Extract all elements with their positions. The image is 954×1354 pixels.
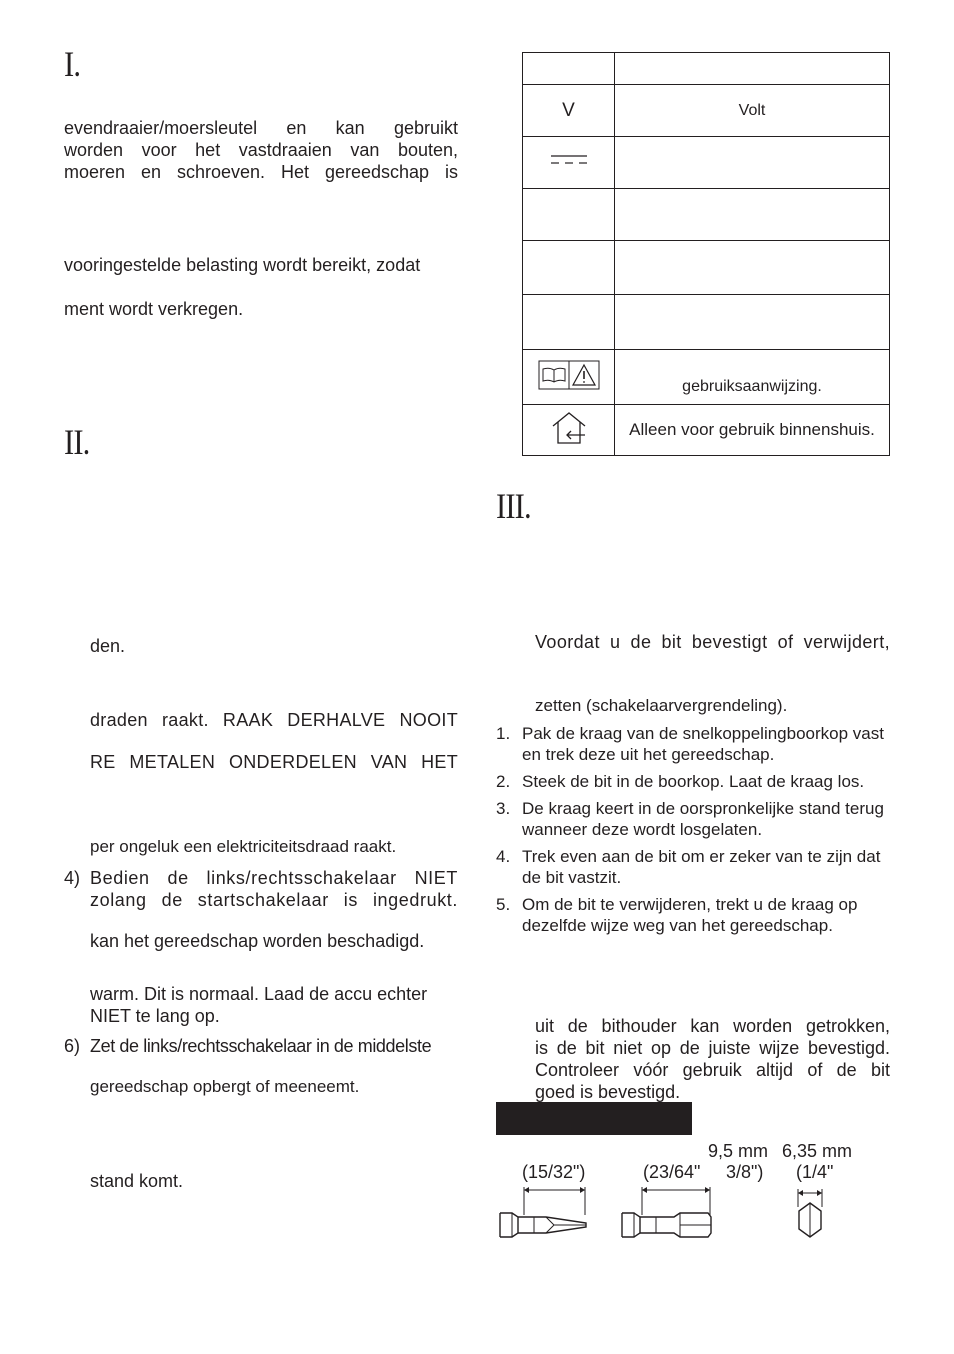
list-item xyxy=(496,798,890,840)
text-line: RE METALEN ONDERDELEN VAN HET xyxy=(90,752,458,772)
text-line: gereedschap opbergt of meeneemt. xyxy=(90,1077,360,1096)
list-number: 4) xyxy=(64,868,81,888)
description-cell xyxy=(615,53,890,85)
text-line: moeren en schroeven. Het gereedschap is xyxy=(64,162,458,182)
table-row xyxy=(523,137,890,189)
hex-bit-drawing xyxy=(618,1185,718,1245)
description-cell xyxy=(615,137,890,189)
dimension-label: (23/64" xyxy=(643,1162,701,1182)
description-cell: gebruiksaanwijzing. xyxy=(615,350,890,405)
text-line: NIET te lang op. xyxy=(90,1006,220,1026)
symbol-cell xyxy=(523,295,615,350)
list-item xyxy=(496,894,890,936)
read-manual-warning-icon xyxy=(538,360,600,390)
symbol-cell xyxy=(523,53,615,85)
text-line: warm. Dit is normaal. Laad de accu echter xyxy=(90,984,428,1004)
note-paragraph xyxy=(535,1015,890,1103)
text-line: stand komt. xyxy=(90,1171,184,1191)
table-row xyxy=(523,350,890,405)
list-item xyxy=(64,867,458,911)
symbol-cell xyxy=(523,405,615,456)
text-line: Zet de links/rechtsschakelaar in de middelste xyxy=(90,1036,432,1056)
text-line: den. xyxy=(90,636,126,656)
table-row xyxy=(523,241,890,295)
list-item xyxy=(496,723,890,765)
indoor-use-house-icon xyxy=(549,410,589,446)
list-text: Om de bit te verwijderen, trekt u de kraag op dezelfde wijze weg van het gereedschap. xyxy=(522,895,858,935)
hex-end-drawing xyxy=(790,1185,830,1245)
list-text: Trek even aan de bit om er zeker van te zijn dat de bit vastzit. xyxy=(522,847,881,887)
text-line: draden raakt. RAAK DERHALVE NOOIT xyxy=(90,710,458,730)
symbols-table xyxy=(522,52,890,456)
text-line: worden voor het vastdraaien van bouten, xyxy=(64,140,458,160)
text-line: ment wordt verkregen. xyxy=(64,299,244,319)
list-item xyxy=(496,846,890,888)
text-line: Voordat u de bit bevestigt of verwijdert, xyxy=(535,632,890,652)
text-line: per ongeluk een elektriciteitsdraad raakt. xyxy=(90,837,397,856)
dimension-label: 3/8") xyxy=(726,1162,764,1182)
list-number: 5. xyxy=(496,895,511,914)
symbol-cell xyxy=(523,137,615,189)
list-number: 2. xyxy=(496,772,511,791)
description-cell xyxy=(615,241,890,295)
dimension-label: (1/4" xyxy=(796,1162,834,1182)
list-number: 3. xyxy=(496,799,511,818)
list-item xyxy=(64,1035,458,1057)
dimension-label: 6,35 mm xyxy=(782,1141,853,1161)
text-line: evendraaier/moersleutel en kan gebruikt xyxy=(64,118,458,138)
description-cell xyxy=(615,295,890,350)
list-number: 6) xyxy=(64,1036,81,1056)
text-line: zolang de startschakelaar is ingedrukt. xyxy=(90,890,458,910)
steps-list xyxy=(496,723,890,942)
section-header-bar xyxy=(496,1102,692,1135)
section-3-numeral: III. xyxy=(496,486,531,526)
text-line: Bedien de links/rechtsschakelaar NIET xyxy=(90,868,458,888)
text-line: Controleer vóór gebruik altijd of de bit xyxy=(535,1060,890,1080)
text-line: is de bit niet op de juiste wijze bevestigd. xyxy=(535,1038,890,1058)
section-1-numeral: I. xyxy=(64,44,81,84)
section-1-paragraph xyxy=(64,117,458,183)
text-line: vooringestelde belasting wordt bereikt, zodat xyxy=(64,255,421,275)
list-text: Pak de kraag van de snelkoppelingboorkop vast en trek deze uit het gereedschap. xyxy=(522,724,884,764)
dc-symbol-icon xyxy=(549,150,589,170)
symbol-cell xyxy=(523,241,615,295)
section-2-numeral: II. xyxy=(64,422,90,462)
phillips-bit-drawing xyxy=(496,1185,596,1245)
table-row xyxy=(523,53,890,85)
text-line: zetten (schakelaarvergrendeling). xyxy=(535,696,788,715)
volt-symbol: V xyxy=(523,85,615,137)
list-item xyxy=(496,771,890,792)
dimension-label: 9,5 mm xyxy=(708,1141,769,1161)
table-row xyxy=(523,189,890,241)
list-number: 1. xyxy=(496,724,511,743)
table-row xyxy=(523,405,890,456)
description-cell: Alleen voor gebruik binnenshuis. xyxy=(615,405,890,456)
symbol-cell xyxy=(523,350,615,405)
list-text: De kraag keert in de oorspronkelijke stand terug wanneer deze wordt losgelaten. xyxy=(522,799,884,839)
list-number: 4. xyxy=(496,847,511,866)
description-cell: Volt xyxy=(615,85,890,137)
text-line: kan het gereedschap worden beschadigd. xyxy=(90,931,425,951)
dimension-label: (15/32") xyxy=(522,1162,586,1182)
list-text: Steek de bit in de boorkop. Laat de kraag los. xyxy=(522,772,865,791)
description-cell xyxy=(615,189,890,241)
text-block xyxy=(90,983,458,1027)
table-row xyxy=(523,295,890,350)
text-line: uit de bithouder kan worden getrokken, xyxy=(535,1016,890,1036)
text-line: goed is bevestigd. xyxy=(535,1082,681,1102)
table-row xyxy=(523,85,890,137)
symbol-cell xyxy=(523,189,615,241)
